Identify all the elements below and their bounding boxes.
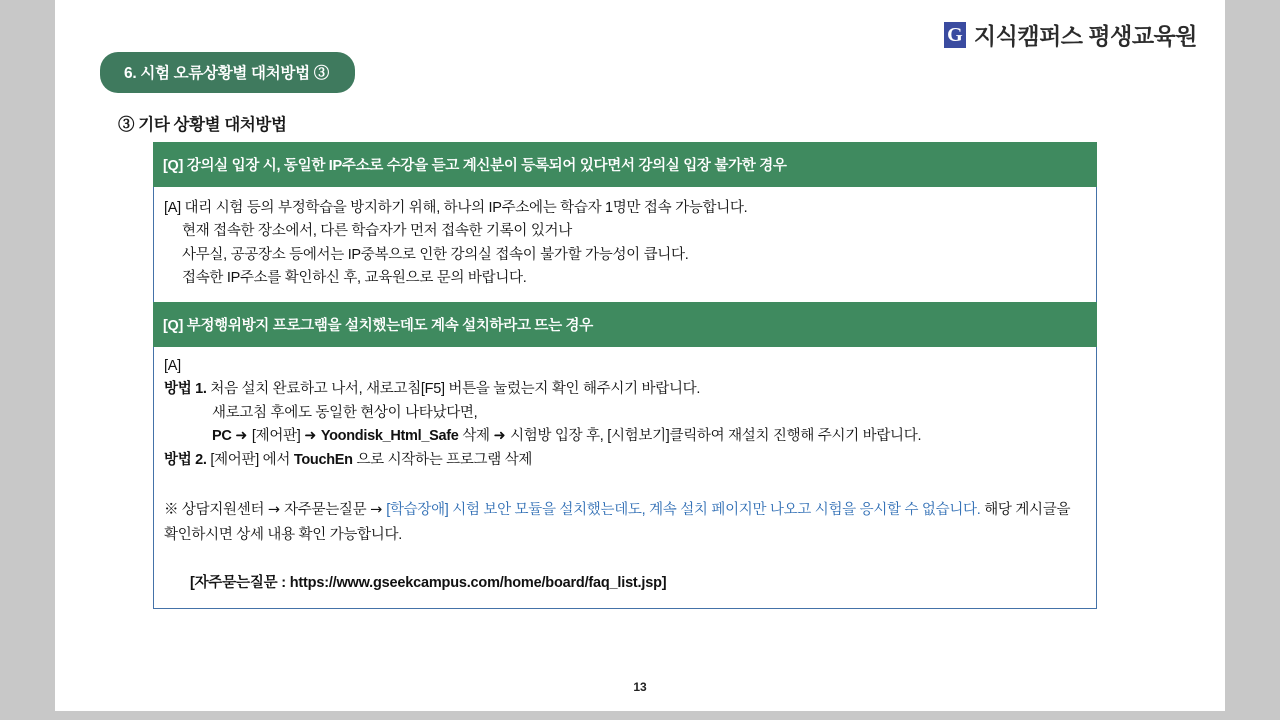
arrow-icon: ➜ [304,428,321,445]
method-2-line [164,449,1084,472]
faq-post-link[interactable]: [학습장애] 시험 보안 모듈을 설치했는데도, 계속 설치 페이지만 나오고 시험을 응시할 수 없습니다. [386,502,981,519]
method-1-label: 방법 1. [164,381,207,398]
answer-line: [A] 대리 시험 등의 부정학습을 방지하기 위해, 하나의 IP주소에는 학습자 1명만 접속 가능합니다. [164,200,748,216]
method-1-line [164,378,1084,401]
delete-label: 삭제 [462,428,490,445]
brand-name: 지식캠퍼스 평생교육원 [973,23,1197,49]
brand-logo-icon: G [944,22,966,48]
page-number: 13 [633,680,647,694]
answer-label: [A] [164,358,181,374]
method-2-text-pre: [제어판] 에서 [210,451,291,468]
note-prefix: ※ 상담지원센터 [164,502,265,519]
answer-line: 현재 접속한 장소에서, 다른 학습자가 먼저 접속한 기록이 있거나 [182,223,572,240]
file-name-label: Yoondisk_Html_Safe [320,428,459,445]
note-mid: 자주묻는질문 [284,502,367,519]
slide-canvas [55,0,1225,711]
arrow-icon: → [267,502,285,519]
note-paragraph [164,498,1084,548]
question-bar-2: [Q] 부정행위방지 프로그램을 설치했는데도 계속 설치하라고 뜨는 경우 [153,302,1097,347]
answer-box-1 [153,187,1097,304]
method-2-label: 방법 2. [164,451,207,468]
answer-line: 접속한 IP주소를 확인하신 후, 교육원으로 문의 바랍니다. [182,270,527,287]
control-panel-label: [제어판] [251,428,301,445]
method-1-sub-line-1: 새로고침 후에도 동일한 현상이 나타났다면, [212,404,478,421]
section-tag: 6. 시험 오류상황별 대처방법 ③ [100,52,355,93]
arrow-icon: → [370,502,387,519]
qa-block-1 [153,142,1097,304]
note-suffix: 해당 게시글을 확인하시면 상세 내용 확인 가능합니다. [164,502,1071,544]
qa-block-2 [153,302,1097,609]
program-name-label: TouchEn [293,451,353,468]
brand-logo [944,18,1197,51]
method-1-text: 처음 설치 완료하고 나서, 새로고침[F5] 버튼을 눌렀는지 확인 해주시기 바랍니다. [210,381,701,398]
question-bar-1: [Q] 강의실 입장 시, 동일한 IP주소로 수강을 듣고 계신분이 등록되어 있다면서 강의실 입장 불가한 경우 [153,142,1097,187]
arrow-icon: ➜ [493,428,511,445]
method-2-text-post: 으로 시작하는 프로그램 삭제 [356,451,533,468]
page-title: ③ 기타 상황별 대처방법 [118,116,287,134]
answer-line: 사무실, 공공장소 등에서는 IP중복으로 인한 강의실 접속이 불가할 가능성이 큽니다. [182,246,689,263]
method-1-sub-line-2 [164,425,1084,448]
answer-box-2 [153,347,1097,609]
method-1-tail: 시험방 입장 후, [시험보기]클릭하여 재설치 진행해 주시기 바랍니다. [510,428,922,445]
faq-url-text[interactable]: [자주묻는질문 : https://www.gseekcampus.com/home/board/faq_list.jsp] [190,575,667,592]
arrow-icon: ➜ [235,428,252,445]
pc-label: PC [212,428,232,445]
